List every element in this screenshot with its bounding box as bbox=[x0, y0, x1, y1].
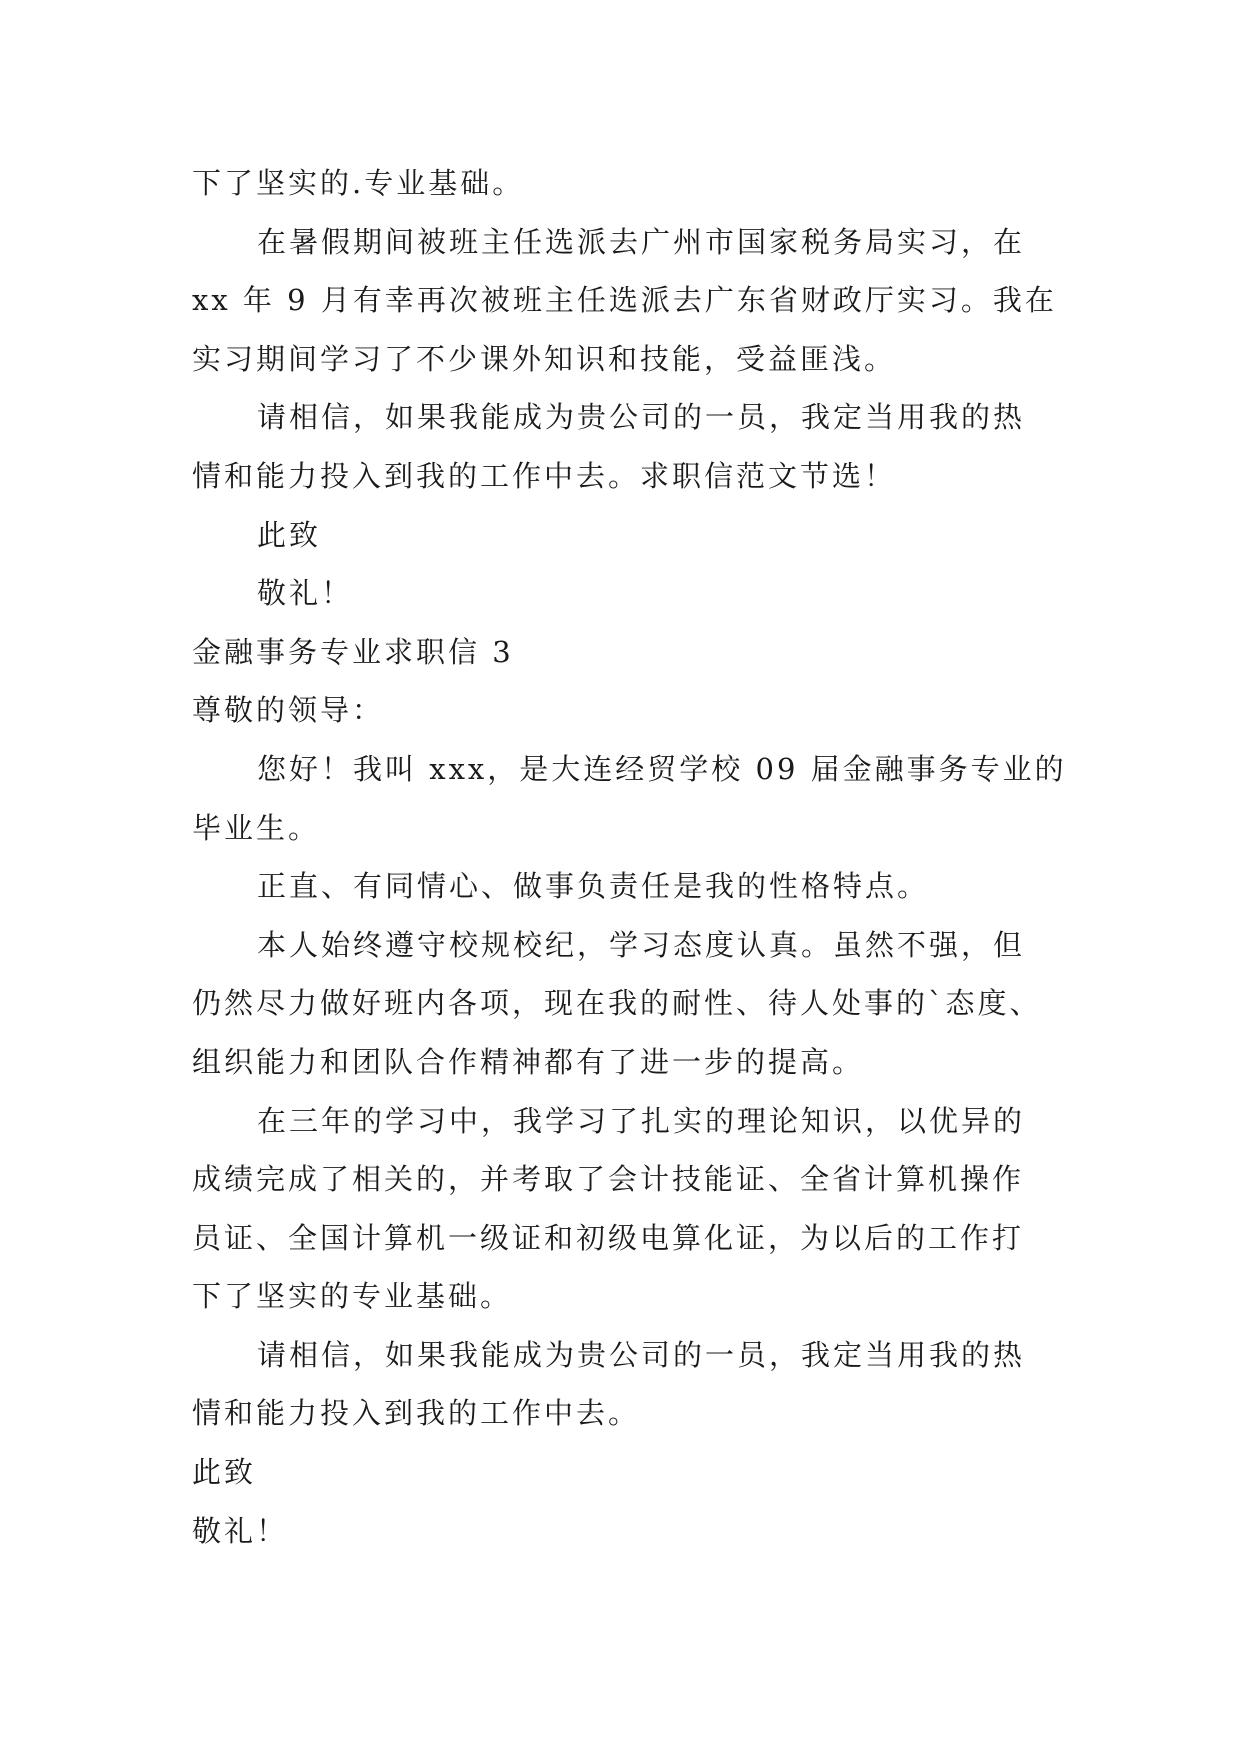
text-line: 在三年的学习中，我学习了扎实的理论知识，以优异的 bbox=[257, 1103, 1026, 1138]
text-line: 下了坚实的.专业基础。 bbox=[192, 166, 525, 200]
text-line: 员证、全国计算机一级证和初级电算化证，为以后的工作打 bbox=[192, 1220, 1025, 1255]
text-line: 正直、有同情心、做事负责任是我的性格特点。 bbox=[257, 869, 930, 904]
text-line: 实习期间学习了不少课外知识和技能，受益匪浅。 bbox=[192, 341, 897, 376]
text-line: 情和能力投入到我的工作中去。 bbox=[192, 1396, 641, 1431]
text-line: 成绩完成了相关的，并考取了会计技能证、全省计算机操作 bbox=[192, 1162, 1025, 1197]
text-line: 情和能力投入到我的工作中去。求职信范文节选！ bbox=[192, 458, 897, 493]
document-body bbox=[192, 154, 1072, 1560]
text-line: 本人始终遵守校规校纪，学习态度认真。虽然不强，但 bbox=[257, 927, 1026, 962]
section-heading: 金融事务专业求职信 3 bbox=[192, 634, 514, 669]
text-line: 组织能力和团队合作精神都有了进一步的提高。 bbox=[192, 1044, 865, 1079]
closing-line: 此致 bbox=[192, 1455, 257, 1490]
closing-line: 敬礼！ bbox=[192, 1513, 289, 1548]
text-line: 敬礼！ bbox=[257, 576, 354, 611]
text-line: 您好！我叫 xxx，是大连经贸学校 09 届金融事务专业的 bbox=[257, 751, 1067, 786]
salutation: 尊敬的领导： bbox=[192, 693, 385, 728]
text-line: 下了坚实的专业基础。 bbox=[192, 1279, 513, 1314]
text-line: 请相信，如果我能成为贵公司的一员，我定当用我的热 bbox=[257, 400, 1026, 435]
text-line: 此致 bbox=[257, 517, 322, 552]
text-line: 在暑假期间被班主任选派去广州市国家税务局实习，在 bbox=[257, 224, 1026, 259]
text-line: 请相信，如果我能成为贵公司的一员，我定当用我的热 bbox=[257, 1337, 1026, 1372]
text-line: 毕业生。 bbox=[192, 810, 321, 845]
text-line: 仍然尽力做好班内各项，现在我的耐性、待人处事的`态度、 bbox=[192, 986, 1042, 1021]
text-line: xx 年 9 月有幸再次被班主任选派去广东省财政厅实习。我在 bbox=[192, 283, 1057, 318]
